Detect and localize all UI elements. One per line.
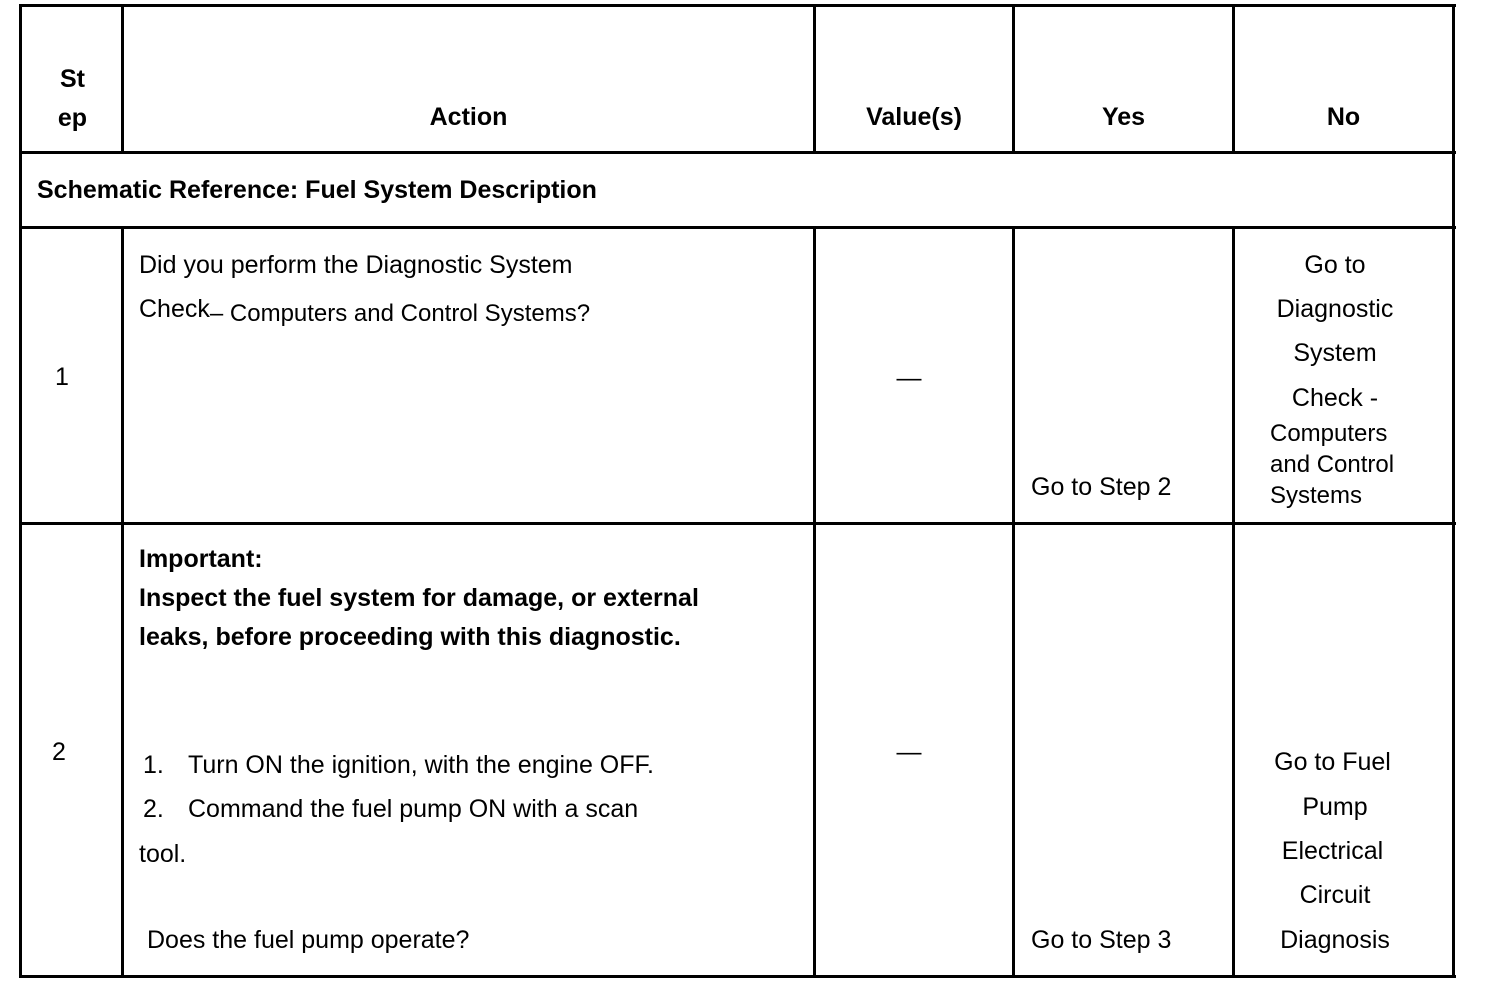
- row1-action-line2a: Check: [139, 295, 210, 323]
- row2-important-label: Important:: [139, 545, 263, 573]
- col-divider-values: [1012, 4, 1015, 154]
- schematic-reference: Schematic Reference: Fuel System Description: [37, 176, 597, 204]
- header-no: No: [1326, 103, 1361, 131]
- row1-no-line: System: [1293, 339, 1377, 367]
- col-divider-step: [121, 4, 124, 154]
- header-values: Value(s): [866, 103, 962, 131]
- row2-important-line: Inspect the fuel system for damage, or external: [139, 584, 699, 612]
- row1-yes: Go to Step 2: [1031, 473, 1172, 501]
- row2-no-line: Go to Fuel: [1274, 748, 1391, 776]
- col-divider-action: [813, 4, 816, 154]
- col-divider-step: [121, 226, 124, 978]
- col-divider-action: [813, 226, 816, 978]
- table-border-bottom: [19, 975, 1456, 978]
- table-border-right: [1452, 4, 1455, 978]
- row2-important-line: leaks, before proceeding with this diagnostic.: [139, 623, 681, 651]
- header-divider: [19, 151, 1456, 154]
- header-action: Action: [429, 103, 508, 131]
- row2-step-text: Turn ON the ignition, with the engine OFF.: [188, 751, 654, 779]
- table-border-left: [19, 4, 22, 978]
- row1-no-line: and Control: [1270, 451, 1395, 478]
- row2-question: Does the fuel pump operate?: [147, 926, 470, 954]
- row2-step: 2: [52, 738, 66, 766]
- header-yes: Yes: [1101, 103, 1146, 131]
- row1-step: 1: [55, 363, 69, 391]
- row-divider: [19, 522, 1456, 525]
- schematic-divider: [19, 226, 1456, 229]
- row1-no-line: Systems: [1270, 482, 1363, 509]
- col-divider-yes: [1232, 226, 1235, 978]
- col-divider-yes: [1232, 4, 1235, 154]
- row1-value: —: [896, 364, 922, 392]
- row2-no-line: Circuit: [1299, 881, 1371, 909]
- row2-step-item: [143, 751, 654, 779]
- row2-no-line: Pump: [1302, 793, 1368, 821]
- row2-step-text: Command the fuel pump ON with a scan: [188, 795, 639, 823]
- col-divider-values: [1012, 226, 1015, 978]
- row2-no-line: Electrical: [1281, 837, 1384, 865]
- row1-action-line2b: – Computers and Control Systems?: [209, 300, 591, 327]
- header-step-line1: St: [60, 65, 85, 93]
- row2-step-num: 2.: [143, 795, 164, 823]
- header-step: [24, 67, 121, 131]
- row1-no-line: Go to: [1304, 251, 1366, 279]
- row1-action-line1: Did you perform the Diagnostic System: [139, 251, 573, 279]
- header-step-line2: ep: [57, 104, 88, 132]
- row2-no-line: Diagnosis: [1280, 926, 1390, 954]
- table-border-top: [19, 4, 1456, 7]
- row1-no-line: Diagnostic: [1276, 295, 1394, 323]
- row2-step-item: [143, 795, 639, 823]
- row2-step-num: 1.: [143, 751, 164, 779]
- row1-no-line: Check -: [1291, 384, 1379, 412]
- row1-action-line2: [139, 295, 591, 327]
- row1-no-line: Computers: [1270, 420, 1388, 447]
- row2-yes: Go to Step 3: [1031, 926, 1172, 954]
- row2-value: —: [896, 738, 922, 766]
- row2-step-continuation: tool.: [139, 840, 187, 868]
